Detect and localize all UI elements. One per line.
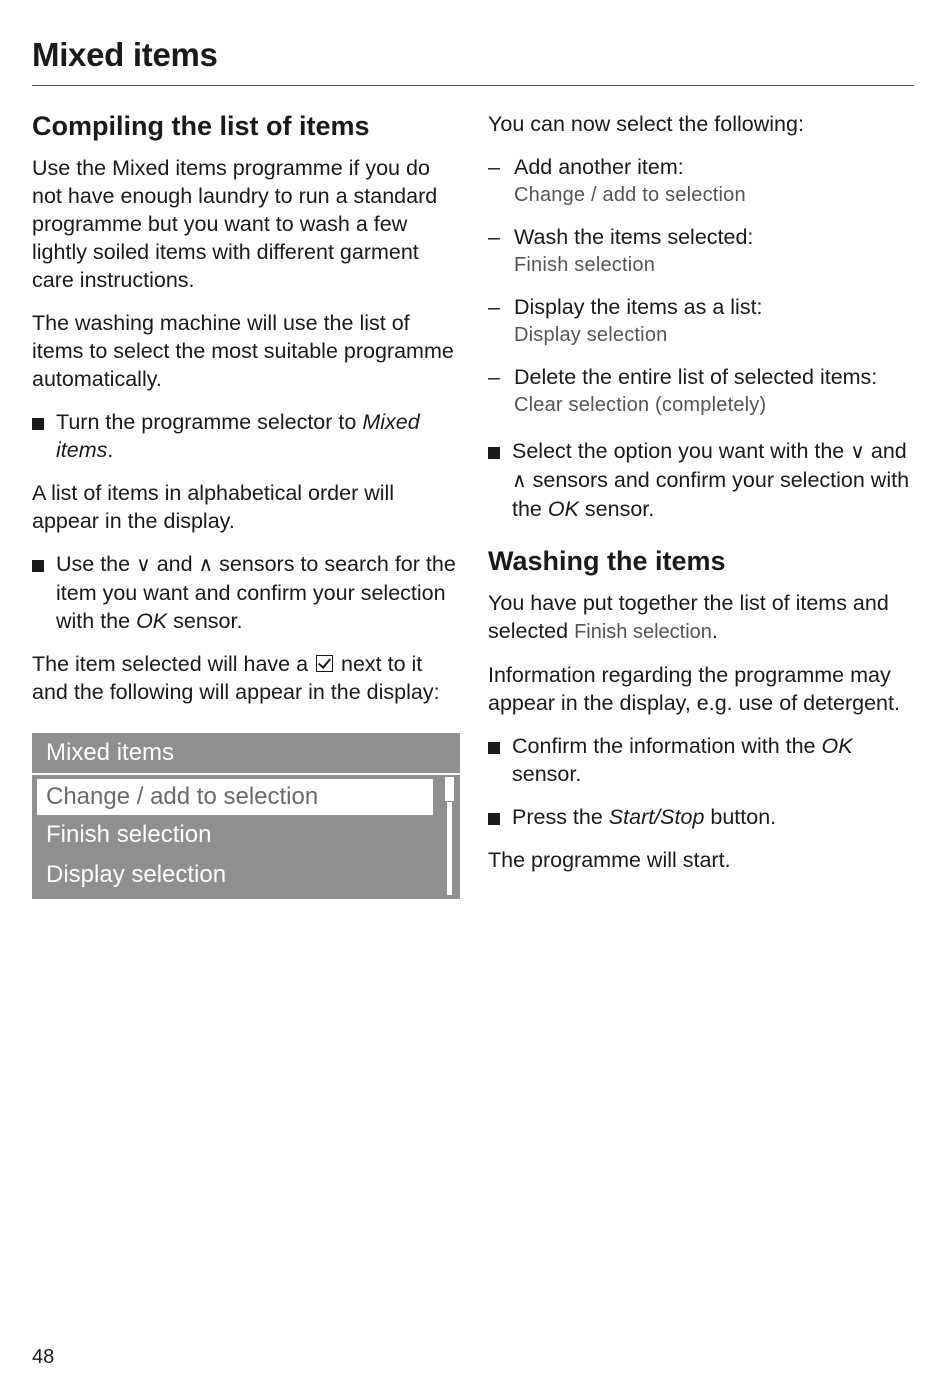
display-text: Display selection (514, 324, 668, 346)
bullet-square-icon (32, 560, 44, 572)
display-text: Change / add to selection (514, 184, 746, 206)
auto-select-paragraph: The washing machine will use the list of items to select the most suitable programme automatically. (32, 311, 454, 391)
machine-display (32, 733, 460, 899)
instruction-press-start: Press the Start/Stop button. (488, 803, 918, 831)
bullet-square-icon (488, 447, 500, 459)
page-number: 48 (32, 1346, 55, 1368)
down-sensor-icon: ∨ (850, 441, 865, 463)
display-row-display[interactable]: Display selection (46, 861, 227, 888)
programme-start-paragraph: The programme will start. (488, 848, 731, 872)
information-paragraph: Information regarding the programme may appear in the display, e.g. use of detergent. (488, 663, 900, 715)
intro-paragraph: Use the Mixed items programme if you do not have enough laundry to run a standard programme but you want to wash a few lightly soiled items with different garment care instructions. (32, 156, 438, 292)
option-delete-list: – Delete the entire list of selected items: Clear selection (completely) (488, 363, 918, 419)
option-display-list: – Display the items as a list: Display selection (488, 293, 918, 349)
checkbox-checked-icon (316, 655, 333, 672)
instruction-turn-selector: Turn the programme selector to Mixed items. (32, 408, 460, 464)
title-divider (32, 85, 914, 86)
section-heading-compiling: Compiling the list of items (32, 111, 370, 141)
display-row-finish[interactable]: Finish selection (46, 821, 212, 848)
section-heading-washing: Washing the items (488, 546, 726, 576)
down-sensor-icon: ∨ (136, 554, 151, 576)
left-column (32, 108, 460, 899)
bullet-square-icon (488, 742, 500, 754)
option-wash-items: – Wash the items selected: Finish selection (488, 223, 918, 279)
up-sensor-icon: ∧ (198, 554, 214, 576)
display-row-change-add[interactable]: Change / add to selection (37, 779, 433, 815)
washing-intro-paragraph: You have put together the list of items and selected Finish selection. (488, 591, 889, 643)
display-text: Clear selection (completely) (514, 394, 767, 416)
bullet-square-icon (488, 813, 500, 825)
instruction-confirm-info: Confirm the information with the OK sensor. (488, 732, 918, 788)
display-text: Finish selection (574, 621, 712, 643)
right-column (488, 110, 918, 889)
display-menu (32, 775, 460, 899)
display-text: Finish selection (514, 254, 656, 276)
options-intro: You can now select the following: (488, 112, 804, 136)
instruction-search-item: Use the ∨ and ∧ sensors to search for the item you want and confirm your selection with the OK sensor. (32, 550, 460, 635)
up-sensor-icon: ∧ (512, 470, 527, 492)
alphabetical-list-paragraph: A list of items in alphabetical order will appear in the display. (32, 481, 395, 533)
bullet-square-icon (32, 418, 44, 430)
selected-item-paragraph: The item selected will have a next to it and the following will appear in the display: (32, 652, 440, 704)
page-title: Mixed items (32, 36, 218, 73)
display-scrollbar-thumb (444, 776, 455, 802)
instruction-select-option: Select the option you want with the ∨ and ∧ sensors and confirm your selection with the OK sensor. (488, 437, 918, 523)
option-add-item: – Add another item: Change / add to selection (488, 153, 918, 209)
display-header: Mixed items (32, 733, 460, 773)
